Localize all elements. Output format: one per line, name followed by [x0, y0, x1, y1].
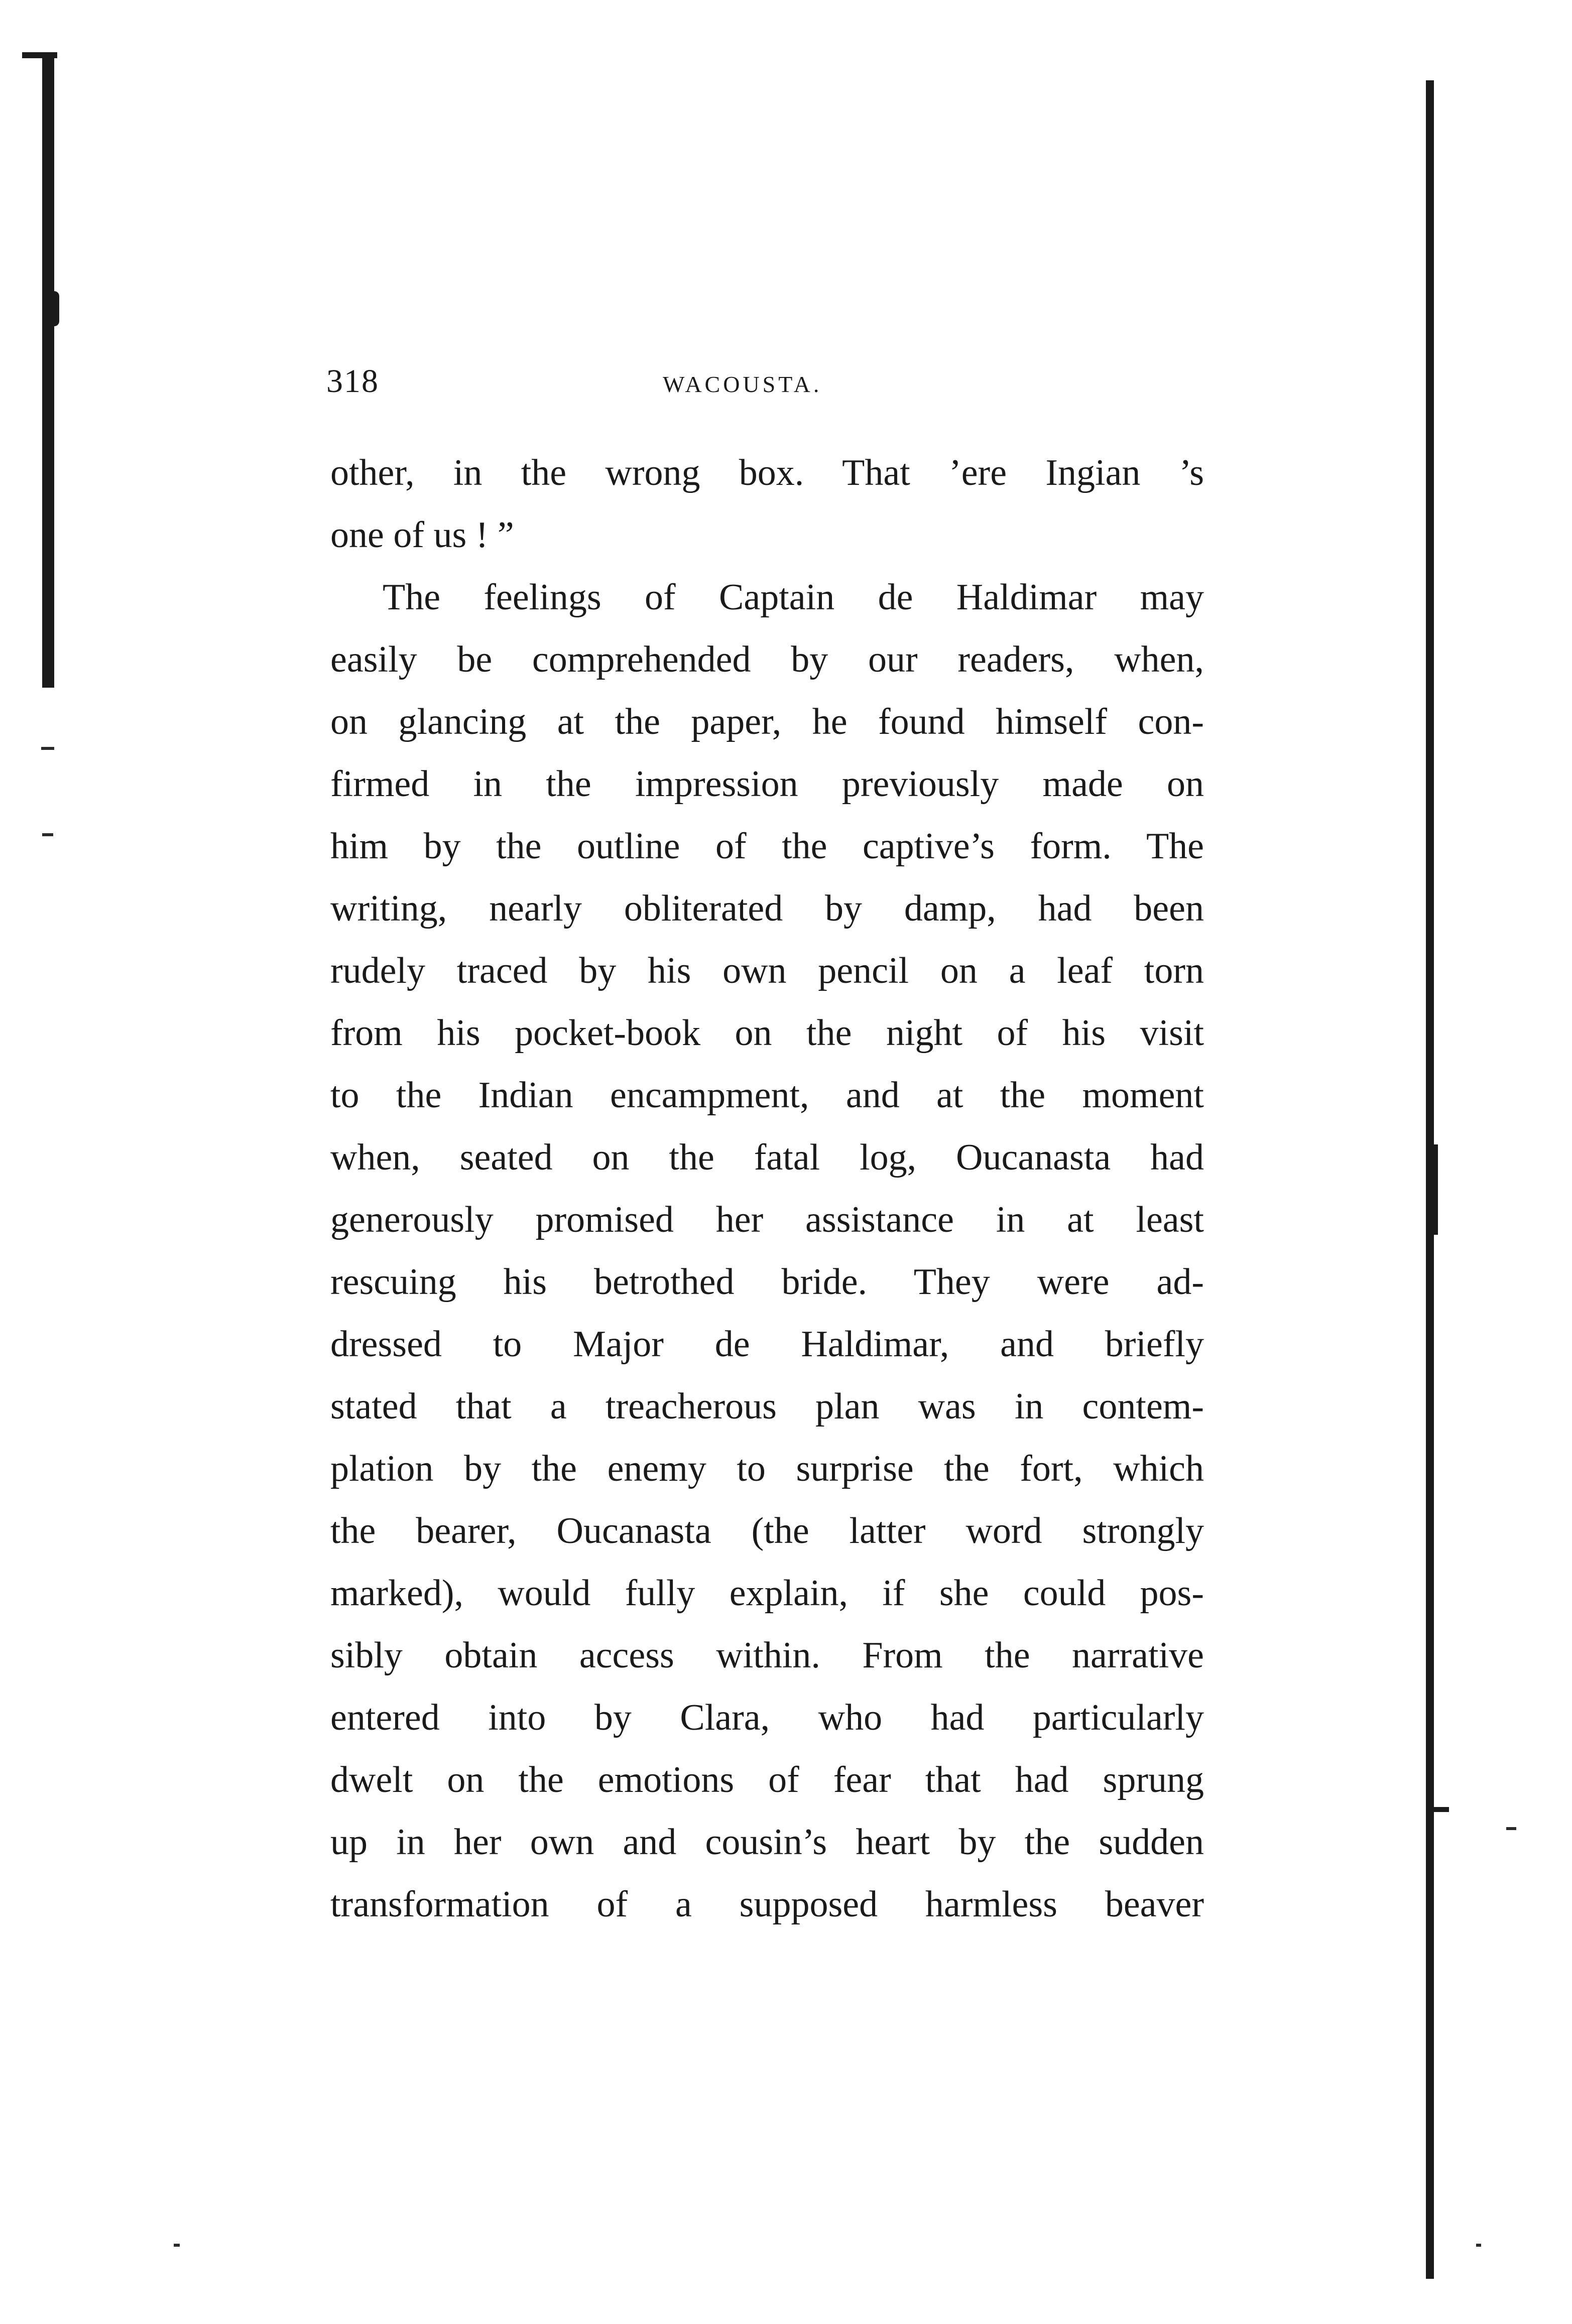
- text-line: easily be comprehended by our readers, when,: [330, 639, 1204, 680]
- body-text: [330, 442, 1204, 1935]
- page-edge-right: [1426, 80, 1434, 2279]
- text-line: one of us ! ”: [330, 514, 514, 556]
- text-line: dwelt on the emotions of fear that had sprung: [330, 1759, 1204, 1800]
- text-line: entered into by Clara, who had particularly: [330, 1697, 1204, 1738]
- page-edge-bulge: [1434, 1144, 1438, 1235]
- scan-speck: [42, 833, 53, 836]
- text-line: plation by the enemy to surprise the fort, which: [330, 1448, 1204, 1489]
- text-line: when, seated on the fatal log, Oucanasta had: [330, 1137, 1204, 1178]
- text-line: from his pocket-book on the night of his visit: [330, 1012, 1204, 1054]
- text-line: to the Indian encampment, and at the moment: [330, 1075, 1204, 1116]
- text-line: rudely traced by his own pencil on a leaf torn: [330, 950, 1204, 991]
- text-line: rescuing his betrothed bride. They were ad-: [330, 1261, 1204, 1303]
- binding-edge-left: [42, 55, 54, 688]
- text-line: on glancing at the paper, he found himself con-: [330, 701, 1204, 742]
- scan-speck: [1476, 2244, 1481, 2247]
- text-line: generously promised her assistance in at least: [330, 1199, 1204, 1240]
- running-head: [326, 361, 1210, 402]
- page-number: 318: [326, 363, 379, 400]
- text-line: transformation of a supposed harmless beaver: [330, 1884, 1204, 1925]
- text-line: marked), would fully explain, if she could pos-: [330, 1573, 1204, 1614]
- text-line: the bearer, Oucanasta (the latter word strongly: [330, 1510, 1204, 1552]
- page-edge-tick: [1434, 1807, 1449, 1812]
- text-line: firmed in the impression previously made on: [330, 763, 1204, 805]
- scan-speck: [41, 747, 54, 750]
- text-line: up in her own and cousin’s heart by the sudden: [330, 1822, 1204, 1863]
- scan-speck: [1506, 1827, 1516, 1830]
- text-line: writing, nearly obliterated by damp, had been: [330, 888, 1204, 929]
- text-line: sibly obtain access within. From the narrative: [330, 1635, 1204, 1676]
- scan-speck: [174, 2244, 180, 2247]
- text-line: dressed to Major de Haldimar, and briefly: [330, 1324, 1204, 1365]
- text-line: stated that a treacherous plan was in contem-: [330, 1386, 1204, 1427]
- text-line: him by the outline of the captive’s form. The: [330, 826, 1204, 867]
- running-title: WACOUSTA.: [663, 371, 822, 397]
- text-line: The feelings of Captain de Haldimar may: [383, 577, 1204, 618]
- binding-edge-notch: [50, 291, 59, 326]
- text-line: other, in the wrong box. That ’ere Ingian ’s: [330, 452, 1204, 493]
